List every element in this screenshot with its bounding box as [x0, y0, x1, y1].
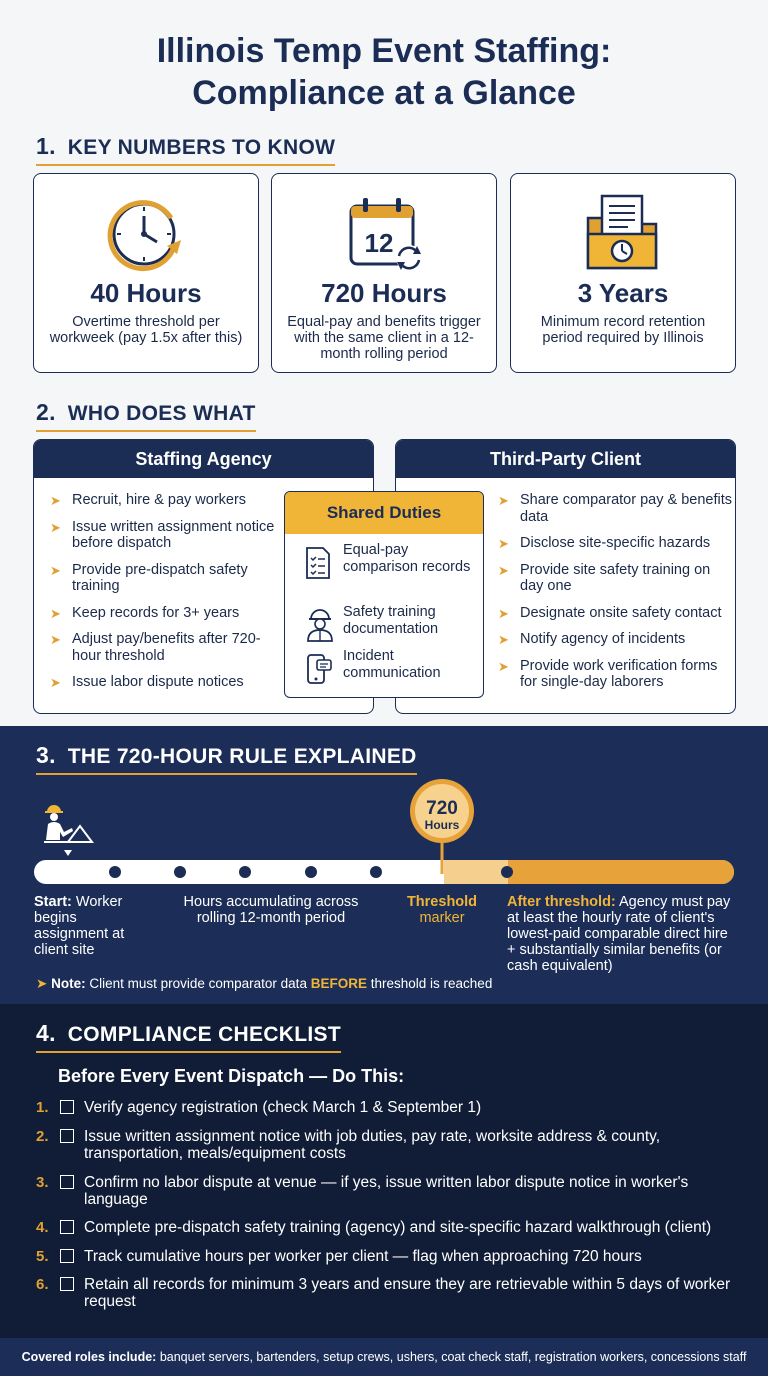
arrow-icon: ➤: [50, 675, 61, 690]
arrow-icon: ➤: [498, 536, 509, 551]
section-3-number: 3.: [36, 742, 56, 768]
arrow-icon: ➤: [50, 519, 61, 535]
timeline-dot: [109, 866, 121, 878]
safety-worker-icon: [305, 608, 335, 642]
section-1-number: 1.: [36, 133, 56, 159]
section-1-title: KEY NUMBERS TO KNOW: [67, 136, 336, 159]
checkbox[interactable]: [60, 1175, 74, 1189]
pin-value: 720: [426, 798, 458, 819]
section-3-heading: [36, 742, 417, 775]
clock-icon: [101, 188, 191, 278]
list-item: ➤ Issue written assignment notice before dispatch: [50, 518, 275, 551]
card-2-value: 720 Hours: [321, 278, 447, 308]
section-2-title: WHO DOES WHAT: [67, 402, 256, 425]
720-hour-timeline-bar: [34, 860, 734, 884]
arrow-icon: ➤: [498, 632, 509, 647]
shared-duties-box: [284, 491, 484, 698]
key-number-card-3: [510, 173, 736, 373]
arrow-icon: ➤: [50, 493, 61, 508]
shared-item-2-label: Safety training documentation: [343, 604, 439, 637]
checkbox[interactable]: [60, 1100, 74, 1114]
section-2-heading: [36, 399, 256, 432]
worker-icon: [42, 800, 94, 860]
note-text: ➤ Note: Client must provide comparator data BEFORE threshold is reached: [36, 976, 493, 991]
checkbox[interactable]: [60, 1220, 74, 1234]
arrow-icon: ➤: [498, 605, 509, 621]
page-title: [0, 30, 768, 114]
list-item: ➤ Adjust pay/benefits after 720-hour threshold: [50, 631, 261, 664]
after-threshold-label: After threshold: Agency must pay at least the hourly rate of client's lowest-paid comparable direct hire + substantially similar benefits (or cash equivalent): [507, 894, 731, 974]
checkbox[interactable]: [60, 1129, 74, 1143]
checklist-document-icon: [305, 546, 331, 580]
card-2-description: Equal-pay and benefits trigger with the same client in a 12-month rolling period: [287, 314, 481, 362]
card-1-description: Overtime threshold per workweek (pay 1.5x after this): [49, 314, 243, 346]
list-item: ➤ Keep records for 3+ years: [50, 604, 240, 621]
third-party-client-title: Third-Party Client: [396, 440, 735, 478]
shared-item-records: [299, 542, 479, 592]
list-item: ➤ Disclose site-specific hazards: [498, 535, 711, 551]
folder-document-icon: [578, 188, 668, 278]
list-item: ➤ Provide work verification forms for single-day laborers: [498, 657, 718, 690]
checkbox[interactable]: [60, 1277, 74, 1291]
arrow-icon: ➤: [498, 493, 509, 508]
list-item: ➤ Designate onsite safety contact: [498, 604, 722, 621]
timeline-dot: [370, 866, 382, 878]
section-4-title: COMPLIANCE CHECKLIST: [67, 1023, 341, 1046]
shared-item-training: [299, 604, 479, 654]
arrow-icon: ➤: [36, 976, 48, 991]
threshold-pin-icon: [408, 778, 476, 878]
timeline-dot: [501, 866, 513, 878]
arrow-icon: ➤: [498, 658, 509, 674]
section-4-number: 4.: [36, 1020, 56, 1046]
calendar-number: 12: [364, 228, 394, 258]
timeline-middle-label: Hours accumulating across rolling 12-month period: [183, 894, 359, 926]
arrow-icon: ➤: [50, 632, 61, 647]
client-duties-list: [498, 492, 732, 701]
phone-message-icon: [305, 652, 333, 686]
section-1-heading: [36, 133, 335, 166]
shared-duties-title: Shared Duties: [285, 492, 483, 534]
title-line-1: Illinois Temp Event Staffing:: [156, 32, 612, 70]
arrow-icon: ➤: [50, 562, 61, 578]
timeline-dot: [174, 866, 186, 878]
threshold-marker-label: Threshold marker: [406, 894, 478, 926]
pin-unit: Hours: [424, 818, 460, 832]
timeline-dot: [305, 866, 317, 878]
arrow-icon: ➤: [50, 605, 61, 621]
shared-item-3-label: Incident communication: [343, 648, 441, 681]
shared-item-communication: [299, 648, 479, 698]
staffing-agency-title: Staffing Agency: [34, 440, 373, 478]
card-1-value: 40 Hours: [90, 278, 202, 308]
card-3-value: 3 Years: [577, 278, 669, 308]
list-item: ➤ Recruit, hire & pay workers: [50, 492, 247, 508]
shared-item-1-label: Equal-pay comparison records: [343, 542, 471, 575]
section-3-title: THE 720-HOUR RULE EXPLAINED: [67, 745, 417, 768]
arrow-icon: ➤: [498, 562, 509, 578]
list-item: ➤ Notify agency of incidents: [498, 631, 686, 647]
section-4-heading: [36, 1020, 341, 1053]
checklist-subheading: Before Every Event Dispatch — Do This:: [58, 1066, 405, 1086]
list-item: ➤ Issue labor dispute notices: [50, 674, 244, 690]
agency-duties-list: [50, 492, 280, 701]
timeline-after-threshold-segment: [508, 860, 734, 884]
key-number-card-1: [33, 173, 259, 373]
timeline-start-label: Start: Worker begins assignment at client site: [34, 894, 125, 958]
timeline-dot: [239, 866, 251, 878]
list-item: ➤ Provide pre-dispatch safety training: [50, 561, 248, 594]
covered-roles-footer: Covered roles include: banquet servers, bartenders, setup crews, ushers, coat check staff, registration workers, concessions staff: [0, 1338, 768, 1376]
list-item: ➤ Provide site safety training on day one: [498, 561, 711, 594]
card-3-description: Minimum record retention period required by Illinois: [540, 314, 706, 346]
section-2-number: 2.: [36, 399, 56, 425]
title-line-2: Compliance at a Glance: [192, 74, 576, 112]
calendar-icon: [339, 188, 429, 278]
checkbox[interactable]: [60, 1249, 74, 1263]
key-number-card-2: [271, 173, 497, 373]
list-item: ➤ Share comparator pay & benefits data: [498, 492, 732, 525]
